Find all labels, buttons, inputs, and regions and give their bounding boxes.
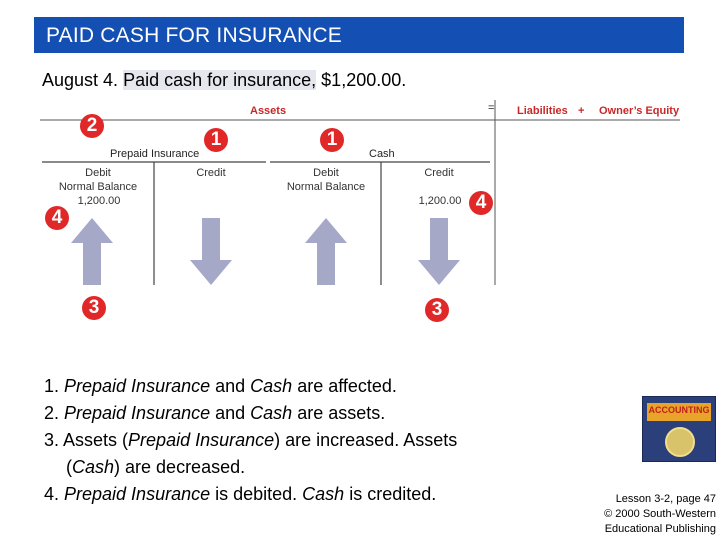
step-3-account-a: Prepaid Insurance [128,430,275,450]
badge-step-2: 2 [80,114,104,138]
cash-debit-label: Debit [313,167,339,179]
step-4-account-a: Prepaid Insurance [64,484,211,504]
analysis-steps [44,373,564,508]
step-1-rest: are affected. [292,376,397,396]
step-3-text-a: Assets ( [63,430,129,450]
cash-credit-amount: 1,200.00 [418,195,462,207]
step-4-rest: is credited. [344,484,437,504]
page-title: PAID CASH FOR INSURANCE [46,24,342,47]
step-1 [44,373,564,400]
step-3-text-c: ( [66,457,72,477]
badge-step-3-increase: 3 [82,296,106,320]
prepaid-account-name: Prepaid Insurance [110,148,200,160]
publisher-credit [576,492,716,537]
equation-liabilities: Liabilities [517,105,568,117]
step-1-number: 1. [44,376,65,396]
step-3-number: 3. [44,430,64,450]
subtitle-prefix: August 4. [42,70,124,90]
cash-normal-balance: Normal Balance [286,181,366,193]
step-2-account-a: Prepaid Insurance [64,403,211,423]
equation-assets: Assets [250,105,287,117]
cash-account-name: Cash [369,148,395,160]
step-4-middle: is debited. [210,484,303,504]
badge-step-4-debit: 4 [45,206,69,230]
cash-credit-decrease-arrow-icon [418,218,460,285]
step-2 [44,400,564,427]
subtitle-highlight: Paid cash for insurance, [123,70,317,90]
step-3-account-b: Cash [72,457,115,477]
badge-step-4-credit: 4 [469,191,493,215]
badge-step-1-cash: 1 [320,128,344,152]
prepaid-normal-balance: Normal Balance [58,181,138,193]
textbook-cover-image [642,396,716,462]
credit-lesson: Lesson 3-2, page 47 [615,493,716,505]
step-2-and: and [210,403,251,423]
step-2-account-b: Cash [250,403,293,423]
step-2-number: 2. [44,403,65,423]
badge-step-3-decrease: 3 [425,298,449,322]
step-4-account-b: Cash [302,484,345,504]
step-1-account-a: Prepaid Insurance [64,376,211,396]
equation-owners-equity: Owner’s Equity [599,105,680,117]
cover-title: ACCOUNTING [648,405,710,415]
cash-debit-increase-arrow-icon [305,218,347,285]
step-4 [44,481,564,508]
credit-publisher: Educational Publishing [604,523,716,535]
equation-equals: = [488,102,495,114]
step-1-and: and [210,376,251,396]
prepaid-debit-label: Debit [85,167,111,179]
step-4-number: 4. [44,484,65,504]
badge-step-1-prepaid: 1 [204,128,228,152]
step-3-text-b: ) are increased. Assets [274,430,458,450]
prepaid-credit-label: Credit [196,167,226,179]
step-1-account-b: Cash [250,376,293,396]
equation-plus: + [578,105,585,117]
prepaid-credit-decrease-arrow-icon [190,218,232,285]
credit-copyright: © 2000 South-Western [604,508,716,520]
cover-seal-icon [665,427,695,457]
cash-credit-label: Credit [424,167,454,179]
prepaid-debit-increase-arrow-icon [71,218,113,285]
prepaid-debit-amount: 1,200.00 [77,195,121,207]
step-3-line-2 [44,454,564,481]
subtitle-suffix: $1,200.00. [316,70,407,90]
step-3 [44,427,564,481]
step-2-rest: are assets. [292,403,386,423]
step-3-text-d: ) are decreased. [114,457,246,477]
